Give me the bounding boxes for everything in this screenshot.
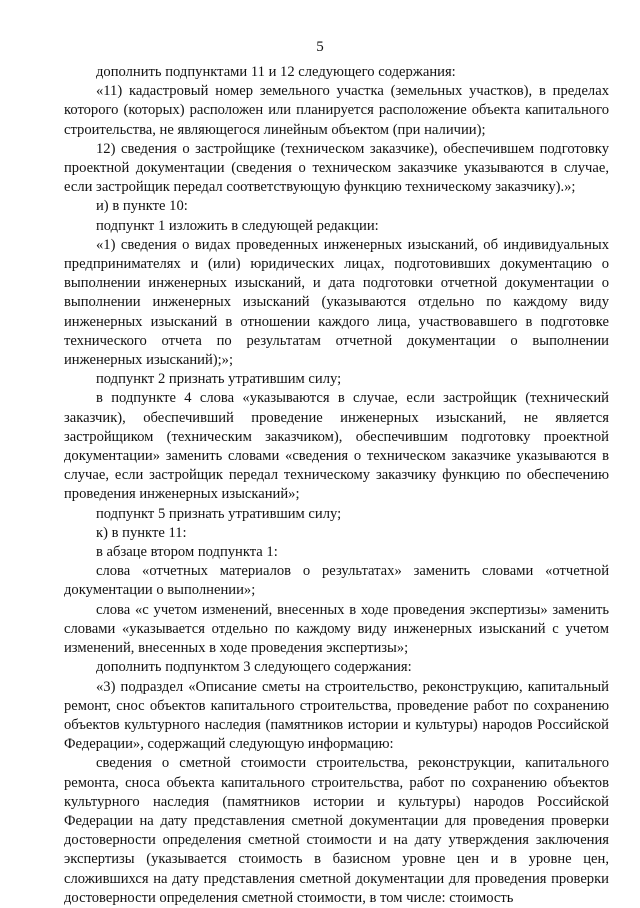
paragraph: 12) сведения о застройщике (техническом заказчике), обеспечившем подготовку проектной документации (сведения о техническом заказчике указываются в случае, если застройщик передал соответствующую функцию техническому заказчику).»;: [64, 140, 609, 196]
paragraph: «3) подраздел «Описание сметы на строительство, реконструкцию, капитальный ремонт, снос объектов капитального строительства, проведение работ по сохранению объектов культурного наследия (памятников истории и культуры) народов Российской Федерации», содержащий следующую информацию:: [64, 678, 609, 753]
paragraph: к) в пункте 11:: [96, 524, 187, 541]
page-number: 5: [316, 39, 324, 55]
paragraph: слова «с учетом изменений, внесенных в ходе проведения экспертизы» заменить словами «указывается отдельно по каждому виду инженерных изысканий с учетом изменений, внесенных в ходе проведения экспертизы»;: [64, 601, 609, 657]
paragraph: и) в пункте 10:: [96, 198, 188, 215]
paragraph: «1) сведения о видах проведенных инженерных изысканий, об индивидуальных предпринимателях и (или) юридических лицах, подготовивших документацию о выполнении инженерных изысканий, и дата подготовки отчетной документации о выполнении инженерных изысканий (указываются отдельно по каждому виду инженерных изысканий в отношении каждого лица, участвовавшего в подготовке технического отчета по результатам отчетной документации о выполнении инженерных изысканий);»;: [64, 236, 609, 369]
paragraph: «11) кадастровый номер земельного участка (земельных участков), в пределах которого (которых) расположен или планируется расположение объекта капитального строительства, не являющегося линейным объектом (при наличии);: [64, 83, 609, 138]
paragraph: дополнить подпунктом 3 следующего содержания:: [96, 659, 412, 676]
paragraph: сведения о сметной стоимости строительства, реконструкции, капитального ремонта, сноса объекта капитального строительства, работ по сохранению объектов культурного наследия (памятников истории и культуры) народов Российской Федерации на дату представления сметной документации для проведения проверки достоверности определения сметной стоимости и на дату утверждения заключения экспертизы (указывается стоимость в базисном уровне цен и в уровне цен, сложившихся на дату представления сметной документации для проведения проверки достоверности определения сметной стоимости, в том числе: стоимость: [64, 755, 609, 906]
paragraph: подпункт 1 изложить в следующей редакции:: [96, 217, 379, 234]
paragraph: подпункт 2 признать утратившим силу;: [96, 371, 342, 388]
paragraph: дополнить подпунктами 11 и 12 следующего содержания:: [96, 64, 456, 80]
paragraph: в абзаце втором подпункта 1:: [96, 544, 278, 561]
paragraph: подпункт 5 признать утратившим силу;: [96, 505, 342, 522]
document-body: [64, 63, 609, 908]
paragraph: слова «отчетных материалов о результатах» заменить словами «отчетной документации о выполнении»;: [64, 563, 609, 599]
paragraph: в подпункте 4 слова «указываются в случае, если застройщик (технический заказчик), обеспечивший проведение инженерных изысканий, не является застройщиком (техническим заказчиком), обеспечившим подготовку проектной документации» заменить словами «сведения о техническом заказчике указываются в случае, если застройщик передал техническому заказчику функцию по обеспечению проведения инженерных изысканий»;: [64, 390, 609, 503]
